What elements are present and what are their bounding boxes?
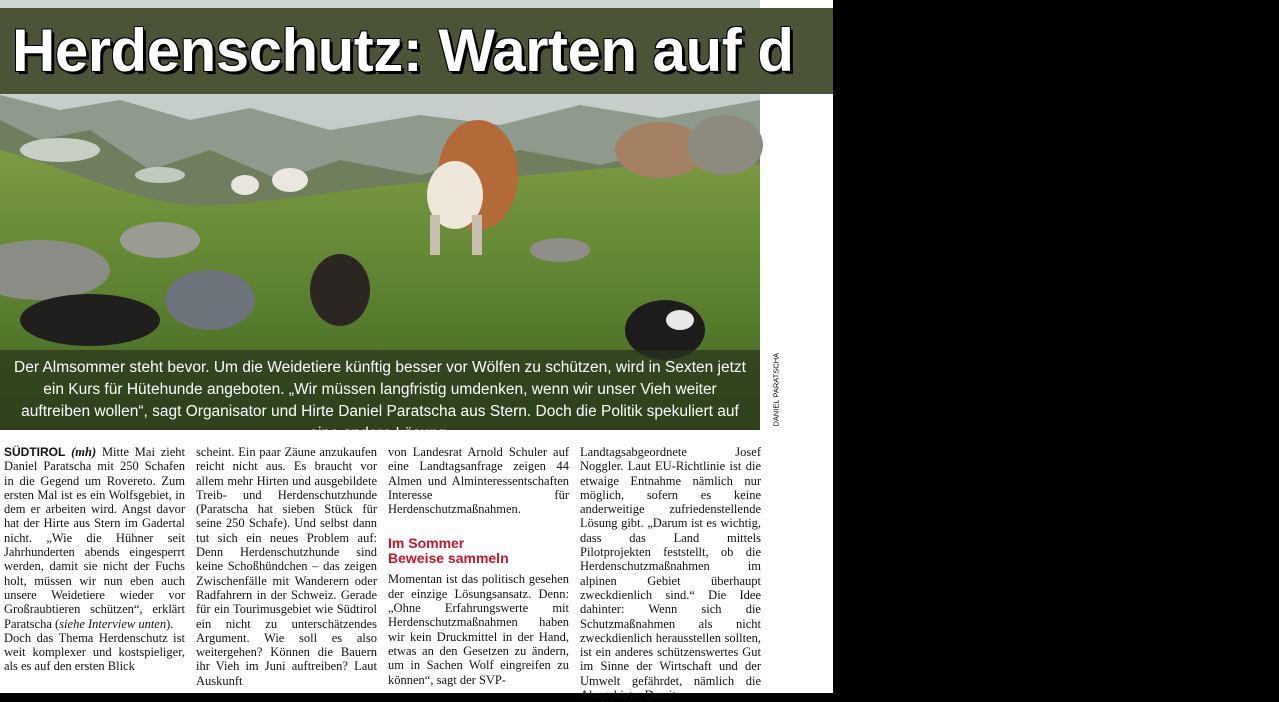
subheading [388, 536, 569, 566]
article-column-3 [388, 445, 569, 687]
subheading-line-1: Im Sommer [388, 535, 465, 552]
photo-caption: Der Almsommer steht bevor. Um die Weidetiere künftig besser vor Wölfen zu schützen, wird in Sexten jetzt ein Kurs für Hütehunde angeboten. „Wir müssen langfristig umdenken, wenn wir unser Vieh weiter auftreiben wollen“, sagt Organisator und Hirte Daniel Paratscha aus Stern. Doch die Politik spekuliert auf eine andere Lösung. [14, 359, 746, 442]
article-column-1 [4, 445, 185, 674]
article-paragraph: Doch das Thema Herdenschutz ist weit komplexer und kostspieliger, als es auf den ersten Blick [4, 630, 185, 674]
article-text: Mitte Mai zieht Daniel Paratscha mit 250 Schafen in die Gegend um Rovereto. Zum ersten Mal ist es ein Wolfsgebiet, in dem er arbeiten wird. Angst davor hat der Hirte aus Stern im Gadertal nicht. „Wie die Hühner seit Jahrhunderten abends eingesperrt werden, damit sie nicht der Fuchs holt, müssen wir nun eben auch unsere Weidetiere wieder vor Großraubtieren schützen“, erklärt Paratscha ( [4, 445, 186, 631]
headline: Herdenschutz: Warten auf d [12, 17, 794, 84]
blank-background [833, 0, 1279, 693]
article-column-2 [196, 445, 377, 688]
interview-reference: siehe Interview unten [59, 616, 167, 631]
article-text: ). [166, 616, 174, 631]
article-paragraph: Landtagsabgeordnete Josef Noggler. Laut EU-Richtlinie ist die etwaige Entnahme nämlich nur möglich, sofern es keine anderweitige zufriedenstellende Lösung gibt. „Darum ist es wichtig, dass das Land mittels Pilotprojekten feststellt, ob die Herdenschutzmaßnahmen im alpinen Gebiet überhaupt zweckdienlich sind.“ Die Idee dahinter: Wenn sich die Schutzmaßnahmen als nicht zweckdienlich herausstellen sollten, ist ein anderes schützenswertes Gut im Sinne der Wirtschaft und der Umwelt gefährdet, nämlich die Almgebiete. Damit [580, 445, 761, 702]
article-column-4 [580, 445, 761, 702]
article-paragraph [4, 445, 185, 631]
photo-caption-box [0, 350, 760, 442]
author-initials: (mh) [71, 445, 97, 459]
article-paragraph: Momentan ist das politisch gesehen der einzige Lösungsansatz. Denn: „Ohne Erfahrungswerte mit Herdenschutzmaßnahmen haben wir kein Druckmittel in der Hand, etwas an den Gesetzen zu ändern, um in Sachen Wolf eingreifen zu können“, sagt der SVP- [388, 572, 569, 687]
dateline: SÜDTIROL [4, 445, 66, 459]
subheading-line-2: Beweise sammeln [388, 550, 509, 567]
headline-band [0, 8, 833, 94]
photo-credit-box [768, 348, 780, 432]
article-paragraph: von Landesrat Arnold Schuler auf eine Landtagsanfrage zeigen 44 Almen und Alminteressentschaften Interesse für Herdenschutzmaßnahmen. [388, 445, 569, 517]
photo-credit: DANIEL PARATSCHA [771, 352, 781, 427]
article-paragraph: scheint. Ein paar Zäune anzukaufen reicht nicht aus. Es braucht vor allem mehr Hirten und ausgebildete Treib- und Herdenschutzhunde (Paratscha hat sieben Stück für seine 250 Schafe). Und selbst dann tut sich ein neues Problem auf: Denn Herdenschutzhunde sind keine Schoßhündchen – das zeigen Zwischenfälle mit Wanderern oder Radfahrern in der Schweiz. Gerade für ein Tourimusgebiet wie Südtirol ein nicht zu unterschätzendes Argument. Wie soll es also weitergehen? Können die Bauern ihr Vieh im Juni auftreiben? Laut Auskunft [196, 445, 377, 688]
